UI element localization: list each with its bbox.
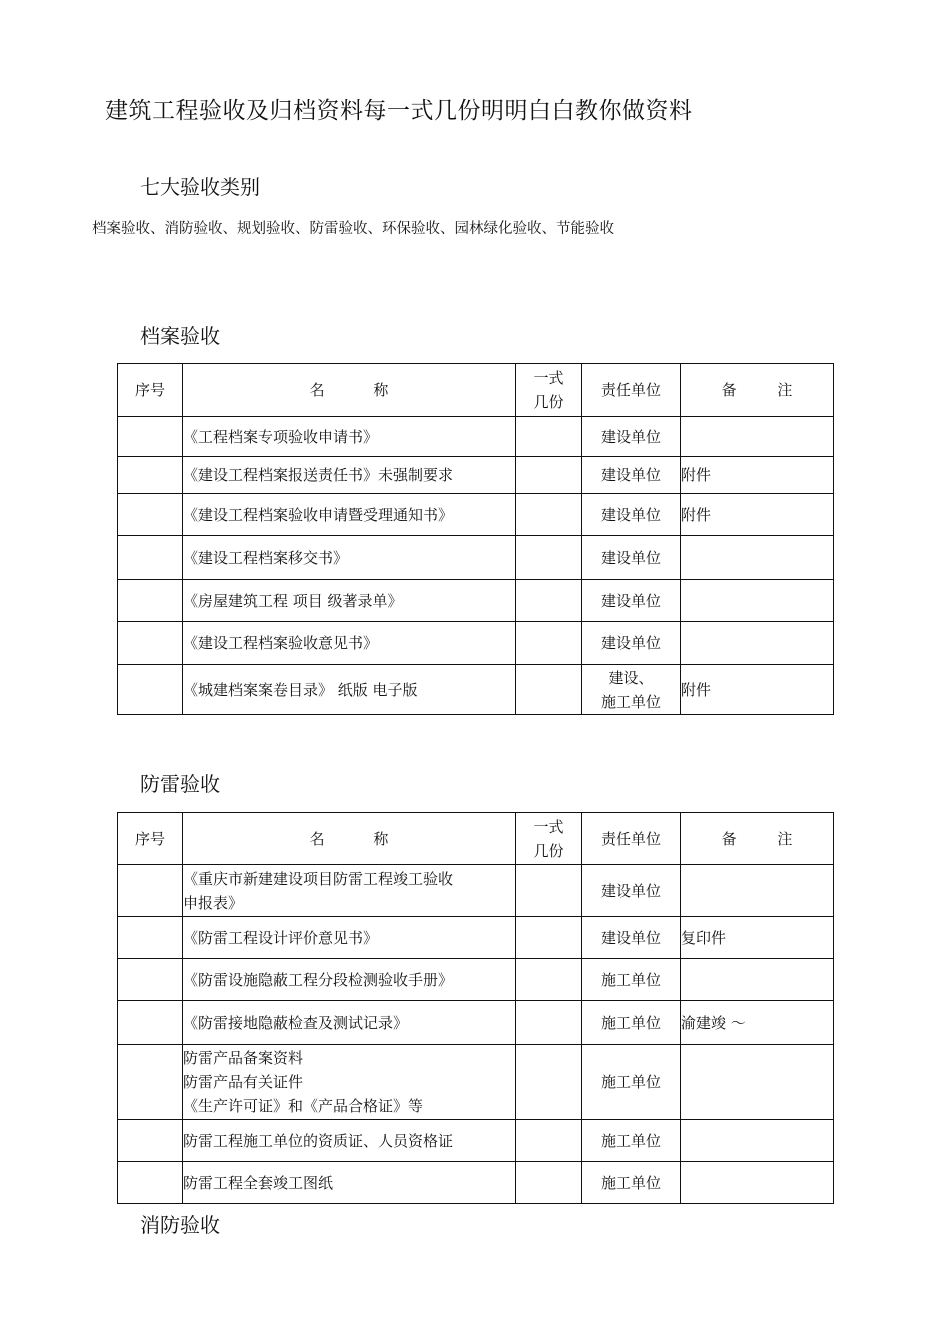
table-header-row [118,364,834,417]
row-unit-cell: 施工单位 [582,1045,681,1120]
row-copies-cell [516,665,582,715]
row-name-cell: 防雷工程全套竣工图纸 [183,1162,516,1204]
header-name-label: 名 称 [309,829,411,848]
table-row [118,622,834,665]
row-unit-cell: 建设单位 [582,536,681,580]
row-unit-cell: 建设单位 [582,457,681,494]
row-name-cell: 《城建档案案卷目录》 纸版 电子版 [183,665,516,715]
row-copies-cell [516,1120,582,1162]
table-row [118,580,834,622]
document-title: 建筑工程验收及归档资料每一式几份明明白白教你做资料 [105,98,693,124]
header-note [681,813,834,865]
row-copies-cell [516,1045,582,1120]
row-unit-cell: 建设、 施工单位 [582,665,681,715]
header-copies: 一式 几份 [516,364,582,417]
header-seq: 序号 [118,364,183,417]
row-name-cell: 《防雷设施隐蔽工程分段检测验收手册》 [183,959,516,1001]
table-row [118,536,834,580]
row-copies-cell [516,536,582,580]
row-note-cell: 附件 [681,665,834,715]
row-seq-cell [118,665,183,715]
table-row [118,665,834,715]
row-seq-cell [118,1045,183,1120]
row-seq-cell [118,917,183,959]
header-note-label: 备 注 [721,381,811,399]
section-heading-lightning: 防雷验收 [140,772,220,796]
row-unit-cell: 建设单位 [582,622,681,665]
row-copies-cell [516,1001,582,1045]
row-name-cell: 防雷产品备案资料 防雷产品有关证件 《生产许可证》和《产品合格证》等 [183,1045,516,1120]
row-note-cell [681,1045,834,1120]
row-copies-cell [516,959,582,1001]
row-name-cell: 防雷工程施工单位的资质证、人员资格证 [183,1120,516,1162]
header-unit: 责任单位 [582,813,681,865]
row-note-cell [681,622,834,665]
row-copies-cell [516,494,582,536]
row-note-cell: 附件 [681,457,834,494]
row-seq-cell [118,865,183,917]
table-row [118,457,834,494]
section-heading-archives: 档案验收 [140,324,220,348]
row-seq-cell [118,494,183,536]
row-note-cell [681,1162,834,1204]
row-note-cell: 复印件 [681,917,834,959]
row-name-cell: 《建设工程档案移交书》 [183,536,516,580]
header-name [183,364,516,417]
header-note-label: 备 注 [721,829,811,848]
section-heading-fire: 消防验收 [140,1213,220,1237]
archives-table-body [118,364,834,715]
row-unit-cell: 建设单位 [582,917,681,959]
table-row [118,494,834,536]
table-row [118,1120,834,1162]
lightning-acceptance-table [117,812,834,1204]
row-unit-cell: 建设单位 [582,580,681,622]
row-copies-cell [516,917,582,959]
row-note-cell: 附件 [681,494,834,536]
row-seq-cell [118,457,183,494]
table-row [118,917,834,959]
row-unit-cell: 施工单位 [582,1001,681,1045]
row-seq-cell [118,1162,183,1204]
row-unit-cell: 建设单位 [582,417,681,457]
row-seq-cell [118,580,183,622]
row-note-cell [681,1120,834,1162]
row-unit-cell: 建设单位 [582,865,681,917]
row-copies-cell [516,622,582,665]
row-unit-cell: 建设单位 [582,494,681,536]
lightning-table-body [118,813,834,1204]
row-copies-cell [516,457,582,494]
header-unit: 责任单位 [582,364,681,417]
header-seq: 序号 [118,813,183,865]
row-note-cell [681,865,834,917]
row-name-cell: 《工程档案专项验收申请书》 [183,417,516,457]
table-row [118,1162,834,1204]
row-name-cell: 《防雷工程设计评价意见书》 [183,917,516,959]
row-seq-cell [118,1120,183,1162]
table-header-row [118,813,834,865]
row-name-cell: 《防雷接地隐蔽检查及测试记录》 [183,1001,516,1045]
categories-list: 档案验收、消防验收、规划验收、防雷验收、环保验收、园林绿化验收、节能验收 [92,221,614,237]
row-unit-cell: 施工单位 [582,959,681,1001]
row-seq-cell [118,1001,183,1045]
row-note-cell [681,417,834,457]
row-note-cell [681,536,834,580]
row-copies-cell [516,865,582,917]
row-note-cell: 渝建竣 ～ [681,1001,834,1045]
row-name-cell: 《建设工程档案报送责任书》未强制要求 [183,457,516,494]
archives-acceptance-table [117,363,834,715]
row-note-cell [681,580,834,622]
row-copies-cell [516,417,582,457]
table-row [118,417,834,457]
row-copies-cell [516,580,582,622]
header-copies: 一式 几份 [516,813,582,865]
categories-heading: 七大验收类别 [140,175,260,199]
row-name-cell: 《房屋建筑工程 项目 级著录单》 [183,580,516,622]
table-row [118,865,834,917]
table-row [118,1001,834,1045]
row-seq-cell [118,536,183,580]
row-unit-cell: 施工单位 [582,1162,681,1204]
row-unit-cell: 施工单位 [582,1120,681,1162]
row-name-cell: 《建设工程档案验收意见书》 [183,622,516,665]
row-name-cell: 《建设工程档案验收申请暨受理通知书》 [183,494,516,536]
row-copies-cell [516,1162,582,1204]
table-row [118,959,834,1001]
row-seq-cell [118,959,183,1001]
table-row [118,1045,834,1120]
row-seq-cell [118,622,183,665]
row-note-cell [681,959,834,1001]
row-seq-cell [118,417,183,457]
header-note [681,364,834,417]
row-name-cell: 《重庆市新建建设项目防雷工程竣工验收 申报表》 [183,865,516,917]
header-name-label: 名 称 [309,381,411,399]
header-name [183,813,516,865]
